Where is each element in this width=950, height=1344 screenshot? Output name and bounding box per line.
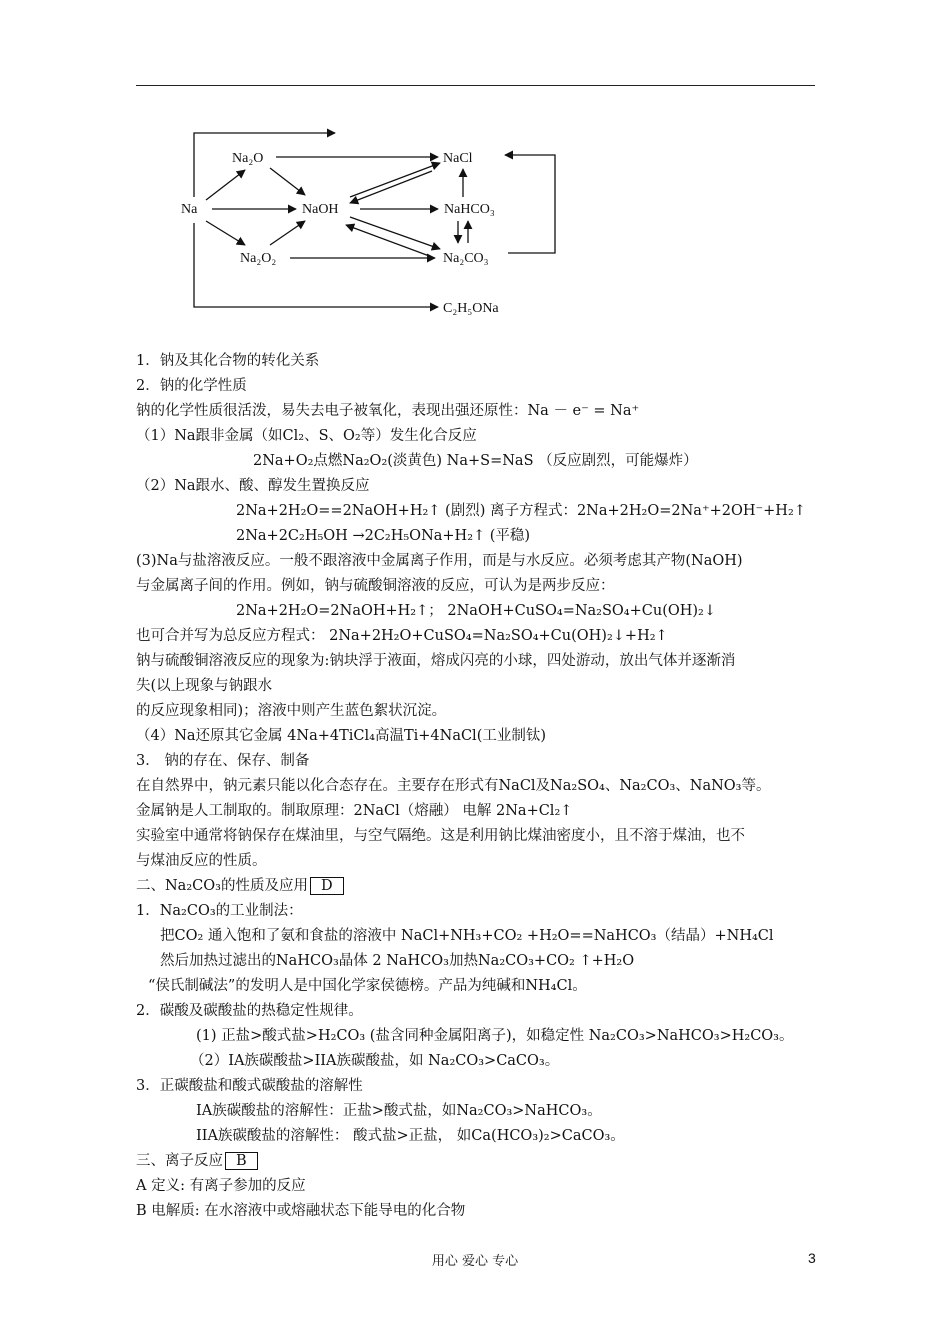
text-line: A 定义: 有离子参加的反应 (136, 1178, 306, 1194)
node-na: Na (181, 202, 198, 217)
section-heading-na2co3: 二、Na₂CO₃的性质及应用 D (136, 877, 344, 895)
text-line: 失(以上现象与钠跟水 (136, 678, 273, 694)
arrow-naoh-to-na2co3 (350, 217, 440, 249)
node-nahco3: NaHCO₃ (444, 202, 495, 217)
text-line: 钠与硫酸铜溶液反应的现象为:钠块浮于液面，熔成闪亮的小球，四处游动，放出气体并逐渐消 (136, 653, 736, 669)
node-naoh: NaOH (302, 202, 339, 217)
text-line: （4）Na还原其它金属 4Na+4TiCl₄高温Ti+4NaCl(工业制钛) (136, 728, 547, 744)
node-na2o2: Na₂O₂ (240, 251, 277, 266)
arrow-nacl-to-naoh (350, 171, 432, 203)
text-line: 3． 钠的存在、保存、制备 (136, 753, 310, 769)
page-footer: 用心 爱心 专心 (431, 1254, 519, 1269)
page-number: 3 (808, 1250, 816, 1266)
node-na2o: Na₂O (232, 151, 264, 166)
text-line: B 电解质: 在水溶液中或熔融状态下能导电的化合物 (136, 1203, 466, 1219)
node-na2co3: Na₂CO₃ (443, 251, 489, 266)
text-line: 2Na+2C₂H₅OH →2C₂H₅ONa+H₂↑ (平稳) (236, 528, 531, 544)
text-line: 1．Na₂CO₃的工业制法： (136, 903, 303, 919)
text-line: 钠的化学性质很活泼，易失去电子被氧化，表现出强还原性：Na － e⁻ = Na⁺ (136, 403, 640, 419)
answer-box: B (225, 1152, 258, 1170)
sodium-conversion-diagram (170, 125, 570, 325)
text-line: IA族碳酸盐的溶解性：正盐>酸式盐，如Na₂CO₃>NaHCO₃。 (196, 1103, 602, 1119)
arrow-na2co3-to-nacl-loop (505, 155, 555, 253)
arrow-na-to-na2o2 (206, 221, 245, 245)
text-line: （2）IA族碳酸盐>IIA族碳酸盐，如 Na₂CO₃>CaCO₃。 (190, 1053, 560, 1069)
text-line: 2Na+2H₂O==2NaOH+H₂↑ (剧烈) 离子方程式：2Na+2H₂O=2Na⁺+2OH⁻+H₂↑ (236, 503, 806, 519)
text-line: 的反应现象相同)；溶液中则产生蓝色絮状沉淀。 (136, 703, 447, 719)
node-nacl: NaCl (443, 151, 473, 166)
text-line: （2）Na跟水、酸、醇发生置换反应 (136, 478, 370, 494)
text-line: (3)Na与盐溶液反应。一般不跟溶液中金属离子作用，而是与水反应。必须考虑其产物(NaOH) (136, 553, 743, 569)
text-line: （1）Na跟非金属（如Cl₂、S、O₂等）发生化合反应 (136, 428, 477, 444)
text-line: 3．正碳酸盐和酸式碳酸盐的溶解性 (136, 1078, 363, 1094)
text-line: 然后加热过滤出的NaHCO₃晶体 2 NaHCO₃加热Na₂CO₃+CO₂ ↑+H₂O (160, 953, 635, 969)
node-c2h5ona: C₂H₅ONa (443, 301, 499, 316)
text-line: 实验室中通常将钠保存在煤油里，与空气隔绝。这是利用钠比煤油密度小，且不溶于煤油，也不 (136, 828, 745, 844)
text-line: 把CO₂ 通入饱和了氨和食盐的溶液中 NaCl+NH₃+CO₂ +H₂O==NaHCO₃（结晶）+NH₄Cl (160, 928, 774, 944)
text-line: 与金属离子间的作用。例如，钠与硫酸铜溶液的反应，可认为是两步反应： (136, 578, 615, 594)
text-line: 2．钠的化学性质 (136, 378, 247, 394)
arrow-naoh-to-nacl (350, 163, 440, 197)
text-line: IIA族碳酸盐的溶解性： 酸式盐>正盐， 如Ca(HCO₃)₂>CaCO₃。 (196, 1128, 625, 1144)
arrow-na2o2-to-naoh (270, 221, 305, 245)
section-heading-ionic: 三、离子反应 B (136, 1152, 258, 1170)
text-line: (1) 正盐>酸式盐>H₂CO₃ (盐含同种金属阳离子)，如稳定性 Na₂CO₃>NaHCO₃>H₂CO₃。 (196, 1028, 794, 1044)
text-line: 2．碳酸及碳酸盐的热稳定性规律。 (136, 1003, 363, 1019)
arrow-na-to-nacl-top (194, 133, 335, 197)
arrow-na2o-to-naoh (270, 168, 305, 195)
arrow-na-to-na2o (206, 170, 245, 200)
text-line: 与煤油反应的性质。 (136, 853, 267, 869)
text-line: 在自然界中，钠元素只能以化合态存在。主要存在形式有NaCl及Na₂SO₄、Na₂CO₃、NaNO₃等。 (136, 778, 771, 794)
header-rule (136, 85, 815, 86)
text-line: 2Na+2H₂O=2NaOH+H₂↑； 2NaOH+CuSO₄=Na₂SO₄+Cu(OH)₂↓ (236, 603, 717, 619)
text-line: “侯氏制碱法”的发明人是中国化学家侯德榜。产品为纯碱和NH₄Cl。 (148, 978, 587, 994)
text-line: 金属钠是人工制取的。制取原理：2NaCl（熔融） 电解 2Na+Cl₂↑ (136, 803, 573, 819)
answer-box: D (310, 877, 344, 895)
text-line: 1．钠及其化合物的转化关系 (136, 353, 320, 369)
text-line: 2Na+O₂点燃Na₂O₂(淡黄色) Na+S=NaS （反应剧烈，可能爆炸） (253, 453, 698, 469)
text-line: 也可合并写为总反应方程式： 2Na+2H₂O+CuSO₄=Na₂SO₄+Cu(OH)₂↓+H₂↑ (136, 628, 668, 644)
